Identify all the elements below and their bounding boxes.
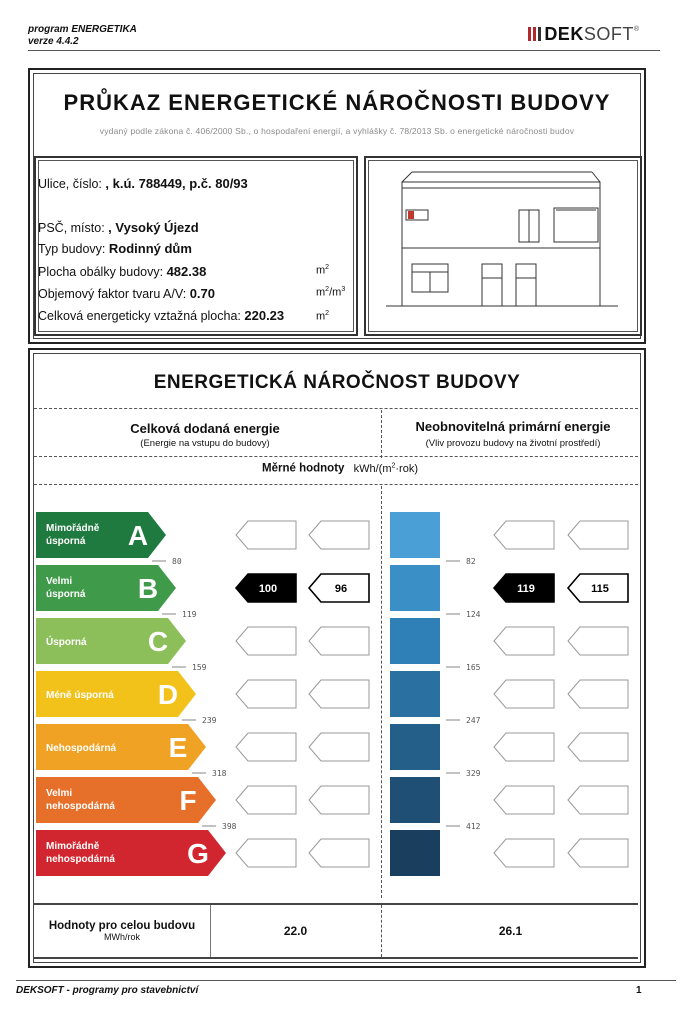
right-pointer-2-a xyxy=(568,521,628,549)
right-threshold-0: 82 xyxy=(466,557,476,566)
right-column-heading: Neobnovitelná primární energie xyxy=(415,419,611,434)
left-pointer-1-b-text: 100 xyxy=(258,583,278,595)
measure-label: Měrné hodnoty xyxy=(262,462,345,475)
primary-band-a xyxy=(390,512,440,558)
class-label2-a: úsporná xyxy=(46,536,86,547)
left-pointer-1-f xyxy=(236,786,296,814)
area-unit: $m^2$ xyxy=(316,310,330,323)
program-version: verze 4.4.2 xyxy=(28,36,79,47)
street-value: , k.ú. 788449, p.č. 80/93 xyxy=(105,176,248,191)
logo-light-text: SOFT xyxy=(583,23,634,44)
left-pointer-1-e xyxy=(236,733,296,761)
class-letter-a: A xyxy=(127,520,149,551)
totals-left-value: 22.0 xyxy=(283,924,308,938)
area-value: 220.23 xyxy=(244,308,285,323)
right-threshold-1: 124 xyxy=(466,610,481,619)
left-pointer-1-c xyxy=(236,627,296,655)
left-pointer-2-d xyxy=(309,680,369,708)
shape-value: 0.70 xyxy=(189,286,216,301)
right-threshold-5: 412 xyxy=(466,822,481,831)
class-letter-g: G xyxy=(187,838,209,869)
right-threshold-4: 329 xyxy=(466,769,481,778)
primary-band-b xyxy=(390,565,440,611)
left-pointer-2-f xyxy=(309,786,369,814)
class-label-f: Velmi xyxy=(46,788,73,799)
type-value: Rodinný dům xyxy=(108,241,192,256)
footer-divider xyxy=(16,980,676,981)
totals-left-cell xyxy=(210,905,381,957)
right-pointer-2-f xyxy=(568,786,628,814)
totals-right-cell xyxy=(381,905,639,957)
right-pointer-1-e xyxy=(494,733,554,761)
street-label: Ulice, číslo: xyxy=(38,177,102,191)
primary-band-d xyxy=(390,671,440,717)
right-pointer-2-e xyxy=(568,733,628,761)
totals-label: Hodnoty pro celou budovu xyxy=(48,920,196,932)
class-label2-g: nehospodárná xyxy=(46,854,115,865)
class-label2-b: úsporná xyxy=(46,589,86,600)
shape-unit: $m^2/m^3$ xyxy=(316,286,346,299)
right-pointer-2-b-text: 115 xyxy=(591,583,609,595)
left-column-subheading: (Energie na vstupu do budovy) xyxy=(140,438,270,449)
right-pointer-1-d xyxy=(494,680,554,708)
certificate-title: PRŮKAZ ENERGETICKÉ NÁROČNOSTI BUDOVY xyxy=(63,90,611,115)
class-label-a: Mimořádně xyxy=(46,523,100,534)
right-threshold-3: 247 xyxy=(466,716,481,725)
right-pointer-1-c xyxy=(494,627,554,655)
totals-row xyxy=(34,903,638,959)
class-label2-f: nehospodárná xyxy=(46,801,115,812)
class-label-g: Mimořádně xyxy=(46,841,100,852)
left-pointer-2-c xyxy=(309,627,369,655)
right-pointer-1-b-text: 119 xyxy=(517,583,535,595)
left-pointer-1-d xyxy=(236,680,296,708)
class-letter-b: B xyxy=(137,573,159,604)
measure-unit: kWh/$(m^2\cdot rok)$ xyxy=(353,462,418,475)
left-pointer-2-b-text: 96 xyxy=(334,583,348,595)
psc-label: PSČ, místo: xyxy=(38,221,105,235)
primary-band-c xyxy=(390,618,440,664)
class-label-c: Úsporná xyxy=(46,637,87,648)
left-pointer-2-g xyxy=(309,839,369,867)
class-letter-f: F xyxy=(179,785,197,816)
type-label: Typ budovy: xyxy=(38,242,106,256)
right-threshold-2: 165 xyxy=(466,663,481,672)
class-letter-e: E xyxy=(168,732,188,763)
class-label-d: Méně úsporná xyxy=(46,690,114,701)
area-label: Celková energeticky vztažná plocha: xyxy=(38,309,241,323)
primary-band-g xyxy=(390,830,440,876)
primary-band-e xyxy=(390,724,440,770)
class-letter-c: C xyxy=(147,626,169,657)
page-number: 1 xyxy=(636,985,642,996)
certificate-subtitle: vydaný podle zákona č. 406/2000 Sb., o hospodaření energií, a vyhlášky č. 78/2013 Sb. o energetické náročnosti budov xyxy=(99,126,575,136)
class-label-b: Velmi xyxy=(46,576,73,587)
logo-tm: ® xyxy=(633,26,639,33)
left-pointer-2-e xyxy=(309,733,369,761)
footer-text: DEKSOFT - programy pro stavebnictví xyxy=(16,985,199,996)
left-threshold-5: 398 xyxy=(222,822,237,831)
envelope-value: 482.38 xyxy=(166,264,207,279)
psc-value: , Vysoký Újezd xyxy=(108,220,199,235)
right-pointer-1-g xyxy=(494,839,554,867)
class-letter-d: D xyxy=(157,679,179,710)
right-pointer-1-f xyxy=(494,786,554,814)
left-threshold-1: 119 xyxy=(182,610,197,619)
rating-title: ENERGETICKÁ NÁROČNOST BUDOVY xyxy=(153,372,521,393)
right-pointer-2-c xyxy=(568,627,628,655)
envelope-unit: $m^2$ xyxy=(316,264,330,277)
right-pointer-2-g xyxy=(568,839,628,867)
left-column-heading: Celková dodaná energie xyxy=(130,421,280,436)
left-threshold-0: 80 xyxy=(172,557,182,566)
totals-unit: MWh/rok xyxy=(104,932,140,942)
left-threshold-3: 239 xyxy=(202,716,217,725)
totals-right-value: 26.1 xyxy=(498,924,523,938)
left-pointer-2-a xyxy=(309,521,369,549)
class-label-e: Nehospodárná xyxy=(46,743,117,754)
right-pointer-1-a xyxy=(494,521,554,549)
left-threshold-4: 318 xyxy=(212,769,227,778)
right-pointer-2-d xyxy=(568,680,628,708)
right-column-subheading: (Vliv provozu budovy na životní prostředí) xyxy=(425,438,601,449)
totals-label-cell xyxy=(34,905,211,957)
envelope-label: Plocha obálky budovy: xyxy=(38,265,164,279)
left-pointer-1-a xyxy=(236,521,296,549)
shape-label: Objemový faktor tvaru A/V: xyxy=(38,287,187,301)
left-threshold-2: 159 xyxy=(192,663,207,672)
logo-bold-text: DEK xyxy=(544,23,584,44)
left-pointer-1-g xyxy=(236,839,296,867)
program-name: program ENERGETIKA xyxy=(28,24,137,35)
primary-band-f xyxy=(390,777,440,823)
